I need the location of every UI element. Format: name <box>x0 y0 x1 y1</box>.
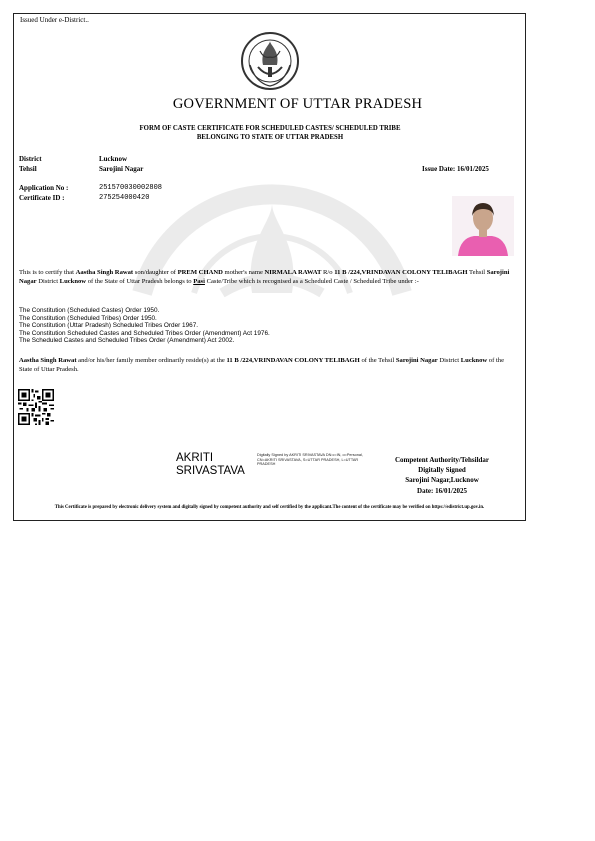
mother-name: NIRMALA RAWAT <box>264 269 322 276</box>
digital-signature-details: Digitally Signed by AKRITI SRIVASTAVA DN:c=IN, o=Personal, CN=AKRITI SRIVASTAVA, S=UTTAR PRADESH, L=UTTAR PRADESH <box>257 453 363 467</box>
tehsil-value: Sarojini Nagar <box>99 165 144 173</box>
applicant-name: Aastha Singh Rawat <box>75 269 134 276</box>
order-item: The Constitution Scheduled Castes and Scheduled Tribes Order (Amendment) Act 1976. <box>19 329 270 337</box>
form-title <box>0 124 540 142</box>
qr-code-icon[interactable] <box>18 389 54 425</box>
verification-footer: This Certificate is prepared by electronic delivery system and digitally signed by competent authority and self certified by the applicant.The content of the certificate may be verified on https://edistrict.up.gov.in. <box>54 505 485 510</box>
order-item: The Constitution (Scheduled Tribes) Order 1950. <box>19 314 157 322</box>
up-emblem-icon <box>236 31 304 93</box>
residence-paragraph: Aastha Singh Rawat and/or his/her family member ordinarily reside(s) at the 11 B /224,VRINDAVAN COLONY TELIBAGH of the Tehsil Sarojini Nagar District Lucknow of the State of Uttar Pradesh. <box>19 357 505 374</box>
district-value: Lucknow <box>99 155 128 163</box>
application-number: 251570030002808 <box>99 184 163 192</box>
issued-under-note: Issued Under e-District.. <box>20 16 89 24</box>
government-heading: GOVERNMENT OF UTTAR PRADESH <box>172 96 423 112</box>
order-item: The Scheduled Castes and Scheduled Tribes Order (Amendment) Act 2002. <box>19 337 235 344</box>
order-item: The Constitution (Scheduled Castes) Order 1950. <box>19 307 160 314</box>
form-title-line2: BELONGING TO STATE OF UTTAR PRADESH <box>196 134 344 141</box>
tehsil-label: Tehsil <box>19 165 37 173</box>
order-item: The Constitution (Uttar Pradesh) Scheduled Tribes Order 1967. <box>19 322 199 329</box>
application-label: Application No : <box>19 184 69 192</box>
certificate-label: Certificate ID : <box>19 194 65 202</box>
certify-paragraph: This is to certify that Aastha Singh Rawat son/daughter of PREM CHAND mother's name NIRMALA RAWAT R/o 11 B /224,VRINDAVAN COLONY TELIBAGH Tehsil Sarojini Nagar District Lucknow of the State of Uttar Pradesh belongs to Pasi Caste/Tribe which is recognised as a Scheduled Caste / Scheduled Tribe under :- <box>19 269 510 286</box>
issue-date: Issue Date: 16/01/2025 <box>422 165 489 173</box>
district-label: District <box>19 155 42 163</box>
certificate-id: 275254000420 <box>99 194 150 202</box>
applicant-photo <box>452 196 514 256</box>
orders-list <box>19 307 270 345</box>
caste-name: Pasi <box>193 278 205 286</box>
form-title-line1: FORM OF CASTE CERTIFICATE FOR SCHEDULED CASTES/ SCHEDULED TRIBE <box>139 125 401 132</box>
competent-authority-block: Competent Authority/Tehsildar Digitally Signed Sarojini Nagar,Lucknow Date: 16/01/2025 <box>394 456 490 495</box>
signer-name: AKRITI SRIVASTAVA <box>176 452 245 477</box>
address: 11 B /224,VRINDAVAN COLONY TELIBAGH <box>334 269 468 276</box>
father-name: PREM CHAND <box>177 269 223 276</box>
